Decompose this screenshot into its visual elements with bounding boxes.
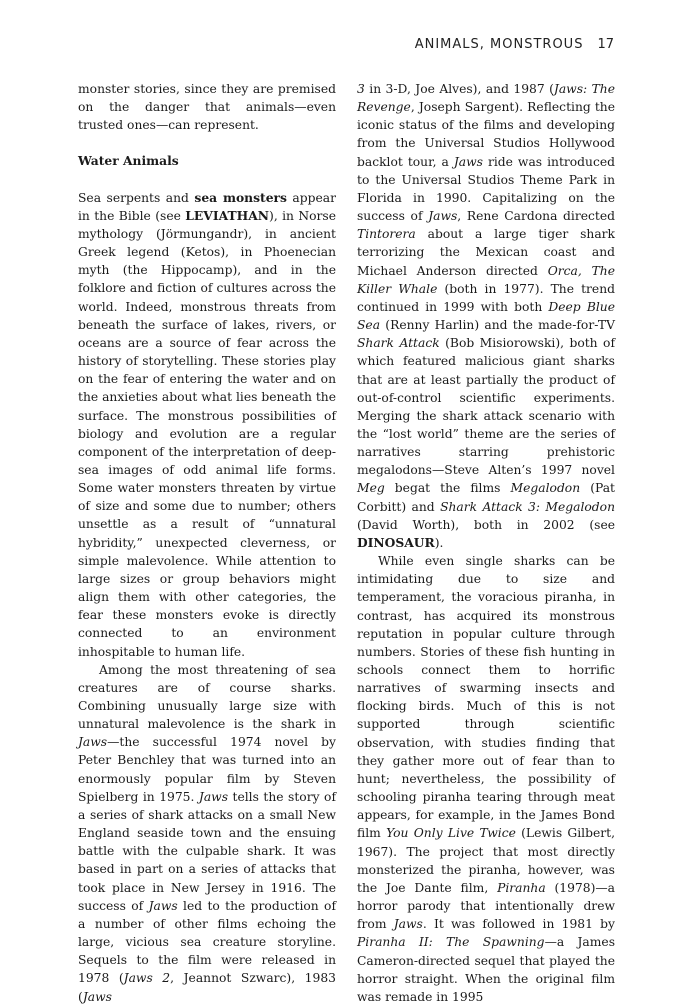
italic-title: Shark Attack — [357, 336, 440, 351]
running-header — [415, 37, 614, 52]
page-number: 17 — [597, 37, 614, 52]
text-run: . It was followed in 1981 by — [422, 917, 615, 932]
italic-title: Jaws — [78, 735, 108, 750]
italic-title: Meg — [357, 481, 385, 496]
italic-title: Piranha — [497, 880, 546, 895]
text-run: (Pat Corbitt) and — [357, 481, 615, 514]
paragraph — [78, 661, 336, 1006]
italic-title: 3 — [357, 82, 365, 96]
text-run: (David Worth), both in 2002 (see — [357, 517, 615, 532]
text-run: ). — [434, 535, 444, 550]
text-run: tells the story of a series of shark attacks on a small New England seaside town and the ensuing battle with the culpable shark. It was based in part on a series of attacks that took place in New Jersey in 1916. The success of — [78, 789, 336, 913]
text-run: , Rene Cardona directed — [457, 209, 615, 224]
text-run: , Jeannot Szwarc), 1983 ( — [78, 971, 336, 1004]
text-run: While even single sharks can be intimidating due to size and temperament, the voracious piranha, in contrast, has acquired its monstrous reputation in popular culture through numbers. Stories of these fish hunting in schools connect them to horrific narratives of swarming insects and flocking birds. Much of this is not supported through scientific observation, with studies finding that they gather more out of fear than to hunt; nevertheless, the possibility of schooling piranha tearing through meat appears, for example, in the James Bond film — [357, 554, 615, 841]
text-run: appear in the Bible (see — [78, 190, 336, 223]
italic-title: Deep Blue Sea — [357, 299, 615, 333]
section-subheading: Water Animals — [78, 153, 179, 169]
paragraph — [78, 80, 336, 134]
text-run: (1978)—a horror parody that intentionally drew from — [357, 880, 615, 932]
paragraph — [357, 80, 615, 552]
text-run: in 3-D, Joe Alves), and 1987 ( — [364, 82, 554, 96]
text-run: monster stories, since they are premised on the danger that animals—even trusted ones—can represent. — [78, 82, 336, 133]
text-run: —the successful 1974 novel by Peter Benchley that was turned into an enormously popular film by Steven Spielberg in 1975. — [78, 735, 336, 804]
text-run: (both in 1977). The trend continued in 1999 with both — [357, 281, 615, 314]
text-run: begat the films — [384, 481, 511, 496]
italic-title: Piranha II: The Spawning — [357, 935, 545, 950]
paragraph-gap — [78, 134, 336, 152]
italic-title: Jaws: The Revenge — [357, 82, 615, 115]
italic-title: Jaws — [198, 789, 229, 804]
text-run: about a large tiger shark terrorizing the Mexican coast and Michael Anderson directed — [357, 227, 615, 278]
bold-cross-reference: LEVIATHAN — [185, 207, 270, 223]
italic-title: Jaws — [148, 898, 178, 913]
text-run: ride was introduced to the Universal Studios Theme Park in Florida in 1990. Capitalizing on the success of — [357, 154, 615, 224]
text-run: (Renny Harlin) and the made-for-TV — [380, 318, 615, 333]
italic-title: Megalodon — [510, 481, 581, 496]
italic-title: Jaws — [453, 154, 483, 169]
italic-title: Jaws — [82, 989, 112, 1004]
text-run: Among the most threatening of sea creatures are of course sharks. Combining unusually large size with unnatural malevolence is the shark in — [78, 662, 336, 732]
running-head-title: ANIMALS, MONSTROUS — [414, 37, 584, 52]
italic-title: You Only Live Twice — [386, 826, 516, 841]
italic-title: Jaws — [428, 209, 458, 224]
italic-title: Jaws 2 — [123, 971, 171, 986]
italic-title: Shark Attack 3: Megalodon — [440, 499, 615, 514]
italic-title: Jaws — [393, 917, 423, 932]
paragraph — [357, 552, 615, 1006]
text-run: , Joseph Sargent). Reflecting the iconic status of the films and developing from the Universal Studios Hollywood backlot tour, a — [357, 100, 615, 169]
text-run: —a James Cameron-directed sequel that played the horror straight. When the original film was remade in 1995 — [357, 935, 616, 1004]
right-column — [357, 80, 615, 1006]
text-run: (Lewis Gilbert, 1967). The project that most directly monsterized the piranha, however, was the Joe Dante film, — [357, 826, 615, 895]
bold-cross-reference: DINOSAUR — [357, 534, 435, 550]
italic-title: Tintorera — [357, 227, 416, 242]
italic-title: Orca, The Killer Whale — [357, 263, 615, 296]
paragraph — [78, 189, 336, 661]
bold-cross-reference: sea monsters — [194, 189, 287, 205]
text-run: led to the production of a number of other films echoing the large, vicious sea creature storyline. Sequels to the film were released in 1978 ( — [78, 898, 337, 986]
text-run: ), in Norse mythology (Jörmungandr), in ancient Greek legend (Ketos), in Phoenecian myth (the Hippocamp), and in the folklore and fiction of cultures across the world. Indeed, monstrous threats from beneath the surface of lakes, rivers, or oceans are a source of fear across the history of storytelling. These stories play on the fear of entering the water and on the anxieties about what lies beneath the surface. The monstrous possibilities of biology and evolution are a regular component of the interpretation of deep-sea images of odd animal life forms. Some water monsters threaten by virtue of size and some due to number; others unsettle as a result of “unnatural hybridity,” unexpected cleverness, or simple malevolence. While attention to large sizes or group behaviors might align them with other categories, the fear these monsters evoke is directly connected to an environment inhospitable to human life. — [78, 208, 336, 659]
left-column — [78, 80, 336, 1006]
paragraph-gap — [78, 171, 336, 189]
text-run: Sea serpents and — [78, 190, 195, 205]
text-run: (Bob Misiorowski), both of which featured malicious giant sharks that are at least partially the product of out-of-control scientific experiments. Merging the shark attack scenario with the “lost world” theme are the series of narratives starring prehistoric megalodons—Steve Alten’s 1997 novel — [357, 336, 615, 478]
